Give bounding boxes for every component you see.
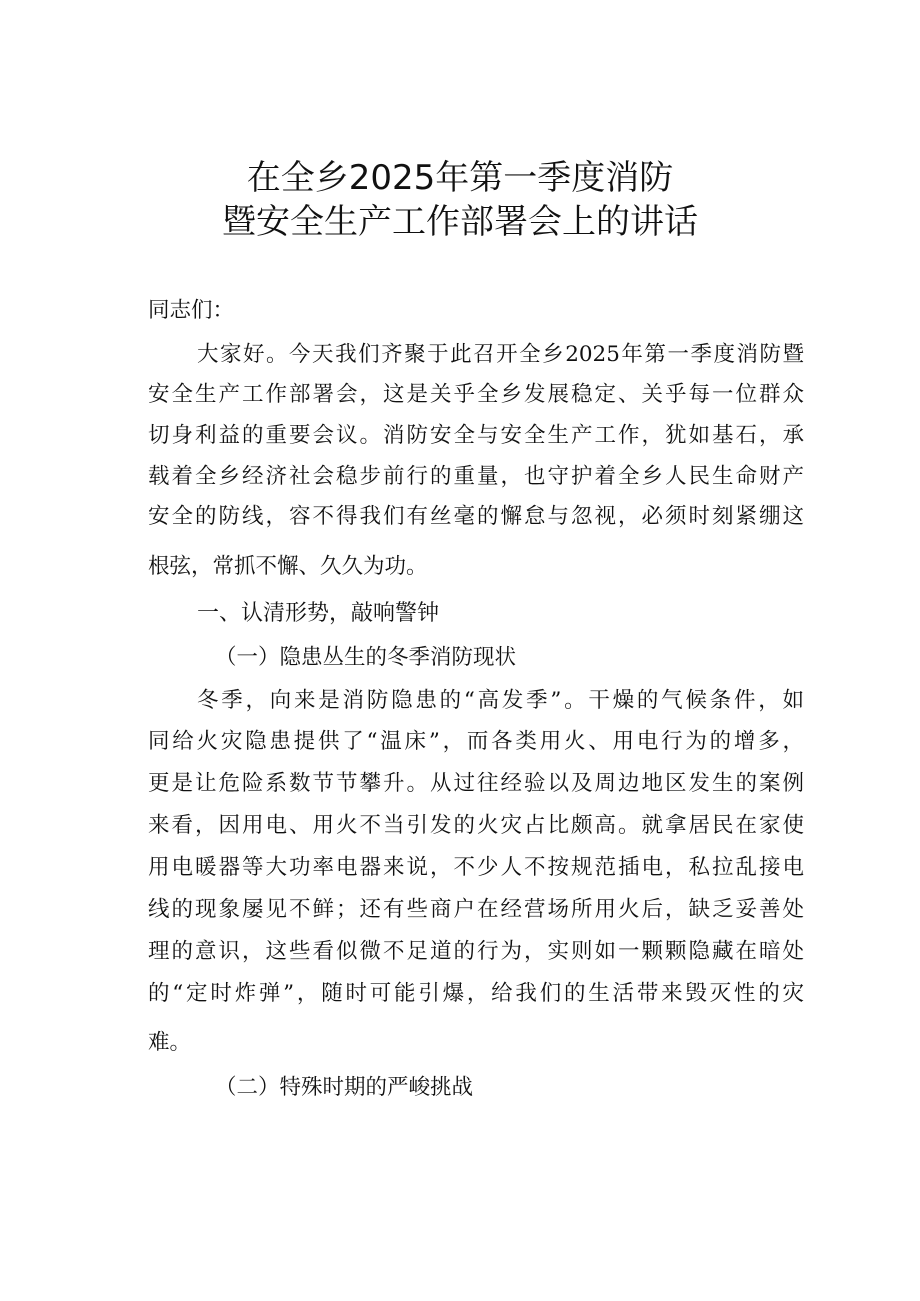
sub1-line-9: 难。 — [148, 1030, 192, 1055]
intro-line-2: 安全生产工作部署会，这是关乎全乡发展稳定、关乎每一位群众 — [148, 382, 804, 407]
sub1-line-3: 更是让危险系数节节攀升。从过往经验以及周边地区发生的案例 — [148, 771, 804, 796]
subsection-2-heading: （二）特殊时期的严峻挑战 — [215, 1075, 474, 1100]
intro-line-1: 大家好。今天我们齐聚于此召开全乡2025年第一季度消防暨 — [197, 342, 804, 367]
sub1-line-8: 的“定时炸弹”，随时可能引爆，给我们的生活带来毁灭性的灾 — [148, 981, 804, 1006]
intro-line-3: 切身利益的重要会议。消防安全与安全生产工作，犹如基石，承 — [148, 423, 804, 448]
subsection-1-heading: （一）隐患丛生的冬季消防现状 — [215, 645, 517, 670]
sub1-line-1: 冬季，向来是消防隐患的“高发季”。干燥的气候条件，如 — [197, 688, 804, 713]
sub1-line-2: 同给火灾隐患提供了“温床”，而各类用火、用电行为的增多， — [148, 729, 804, 754]
sub1-line-6: 线的现象屡见不鲜；还有些商户在经营场所用火后，缺乏妥善处 — [148, 897, 804, 922]
salutation: 同志们： — [148, 298, 235, 323]
intro-line-6: 根弦，常抓不懈、久久为功。 — [148, 554, 428, 579]
section-1-heading: 一、认清形势，敲响警钟 — [197, 601, 440, 626]
sub1-line-5: 用电暖器等大功率电器来说，不少人不按规范插电，私拉乱接电 — [148, 855, 804, 880]
document-title-line-1: 在全乡2025年第一季度消防 — [246, 158, 674, 198]
intro-line-5: 安全的防线，容不得我们有丝毫的懈怠与忽视，必须时刻紧绷这 — [148, 504, 804, 529]
sub1-line-7: 理的意识，这些看似微不足道的行为，实则如一颗颗隐藏在暗处 — [148, 939, 804, 964]
document-title-line-2: 暨安全生产工作部署会上的讲话 — [222, 202, 698, 242]
intro-line-4: 载着全乡经济社会稳步前行的重量，也守护着全乡人民生命财产 — [148, 464, 804, 489]
sub1-line-4: 来看，因用电、用火不当引发的火灾占比颇高。就拿居民在家使 — [148, 813, 804, 838]
